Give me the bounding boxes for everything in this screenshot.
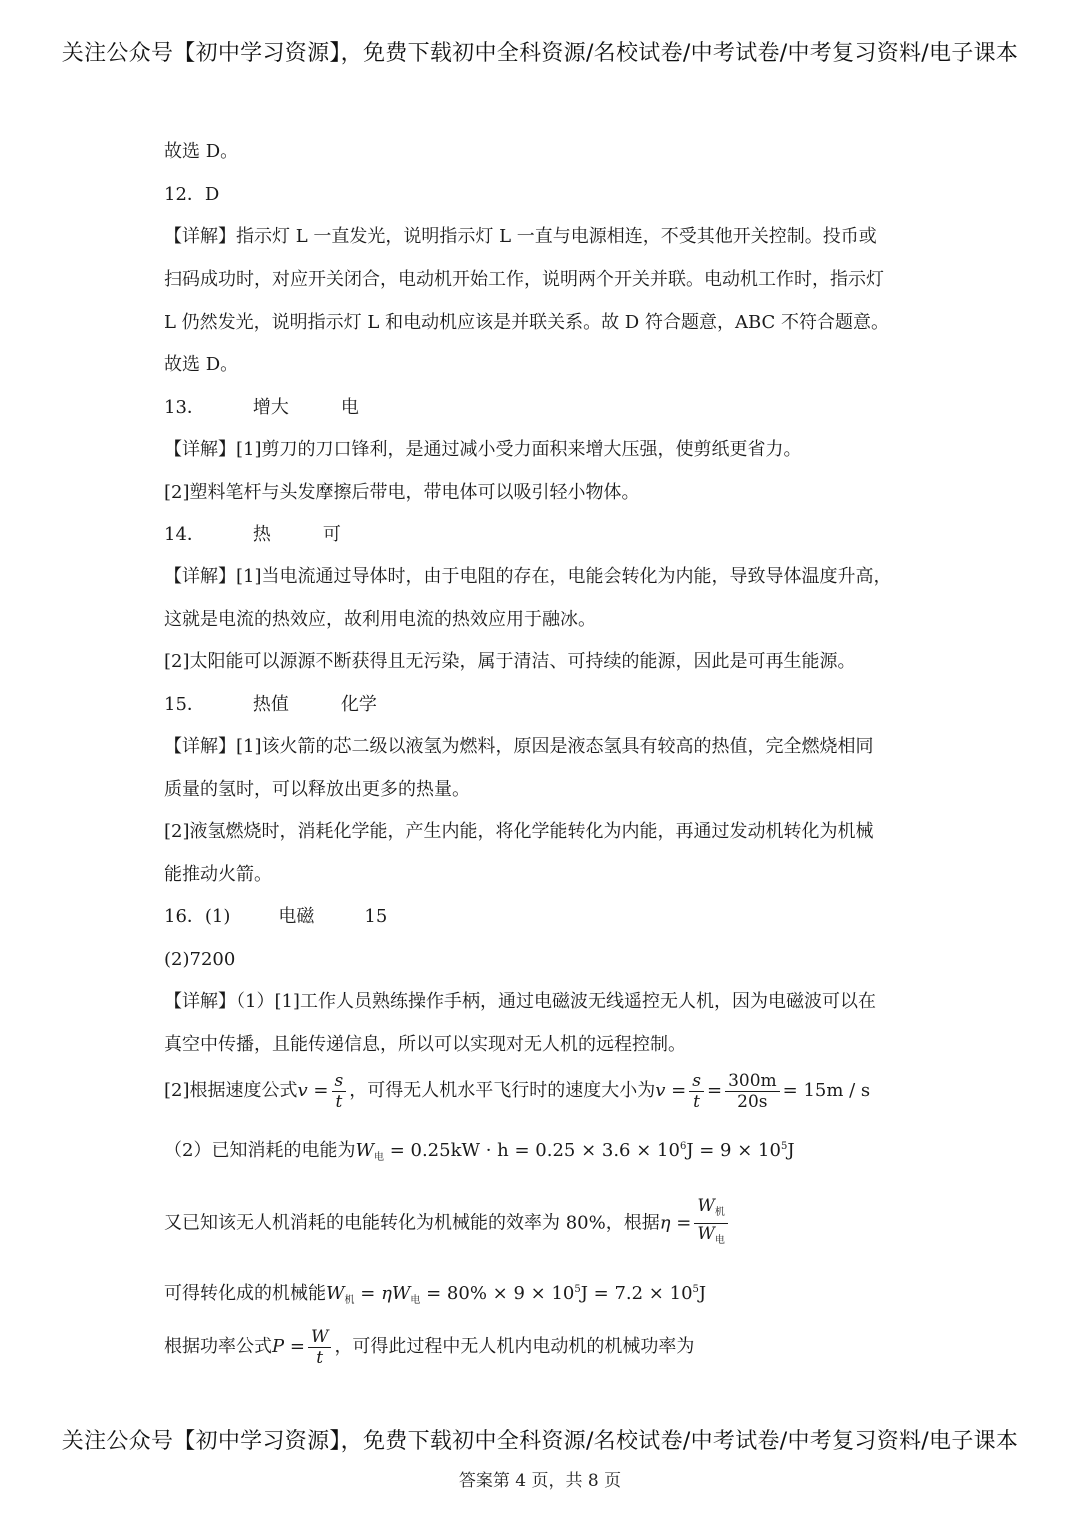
var-s: s (334, 1070, 344, 1091)
equals-sign: = (676, 1212, 692, 1234)
exponent-5: 5 (574, 1284, 581, 1295)
var-s: s (692, 1070, 701, 1091)
question-14-detail: 这就是电流的热效应，故利用电流的热效应用于融冰。 (164, 609, 596, 630)
fraction-wji-over-wdian (694, 1196, 727, 1251)
var-P: P (272, 1336, 285, 1357)
var-eta: η (381, 1283, 392, 1304)
question-16-blank-1: 电磁 (278, 906, 315, 927)
question-13-detail: 【详解】[1]剪刀的刀口锋利，是通过减小受力面积来增大压强，使剪纸更省力。 (164, 439, 802, 460)
question-14-detail: 【详解】[1]当电流通过导体时，由于电阻的存在，电能会转化为内能，导致导体温度升高， (164, 566, 892, 587)
mechanical-energy-line (164, 1279, 706, 1312)
exponent-5: 5 (692, 1284, 699, 1295)
fraction-s-over-t (332, 1071, 347, 1112)
question-14-answer (164, 524, 341, 546)
energy-formula-line (164, 1136, 795, 1169)
var-v: v (655, 1080, 666, 1101)
velocity-text-middle: ，可得无人机水平飞行时的速度大小为 (349, 1080, 656, 1101)
question-14-blank-1: 热 (252, 524, 271, 545)
velocity-text-prefix: [2]根据速度公式 (164, 1080, 298, 1101)
question-15-detail: [2]液氢燃烧时，消耗化学能，产生内能，将化学能转化为内能，再通过发动机转化为机械 (164, 821, 874, 842)
answer-line: 故选 D。 (164, 141, 239, 162)
var-t: t (316, 1347, 324, 1368)
subscript-mechanical: 机 (714, 1207, 725, 1218)
equals-sign: = (706, 1080, 723, 1101)
subscript-electric: 电 (714, 1235, 725, 1246)
question-16-answer (164, 906, 387, 928)
question-15-number: 15． (164, 694, 205, 715)
var-W: W (391, 1283, 411, 1304)
question-16-detail: 【详解】（1）[1]工作人员熟练操作手柄，通过电磁波无线遥控无人机，因为电磁波可以在 (164, 991, 876, 1012)
fraction-distance-over-time (725, 1071, 780, 1112)
question-14-number: 14． (164, 524, 205, 545)
var-eta: η (659, 1212, 671, 1234)
question-12-answer: 12．D (164, 184, 220, 205)
question-14-detail: [2]太阳能可以源源不断获得且无污染，属于清洁、可持续的能源，因此是可再生能源。 (164, 651, 856, 672)
mechanical-expression-end: J = 7.2 × 10 (580, 1283, 693, 1304)
energy-expression: = 0.25kW · h = 0.25 × 3.6 × 10 (389, 1140, 680, 1161)
question-15-answer (164, 694, 377, 716)
distance-value: 300m (725, 1071, 780, 1092)
power-text-suffix: ，可得此过程中无人机内电动机的机械功率为 (334, 1336, 695, 1357)
question-16-blank-2: 15 (364, 906, 388, 927)
velocity-formula-line (164, 1070, 870, 1112)
question-12-detail: 扫码成功时，对应开关闭合，电动机开始工作，说明两个开关并联。电动机工作时，指示灯 (164, 269, 884, 290)
subscript-mechanical: 机 (344, 1295, 355, 1306)
var-v: v (297, 1080, 308, 1101)
energy-text-prefix: （2）已知消耗的电能为 (164, 1140, 356, 1161)
efficiency-formula-line (164, 1196, 731, 1251)
question-12-detail: 【详解】指示灯 L 一直发光，说明指示灯 L 一直与电源相连，不受其他开关控制。投币或 (164, 226, 877, 247)
equals-sign: = (360, 1283, 376, 1304)
var-W: W (355, 1140, 374, 1161)
question-13-blank-2: 电 (340, 397, 359, 418)
question-15-detail: 能推动火箭。 (164, 864, 272, 885)
var-W: W (326, 1283, 345, 1304)
var-t: t (693, 1091, 701, 1112)
question-12-conclusion: 故选 D。 (164, 354, 239, 375)
page-number: 答案第 4 页，共 8 页 (458, 1471, 622, 1491)
question-15-detail: 【详解】[1]该火箭的芯二级以液氢为燃料，原因是液态氢具有较高的热值，完全燃烧相同 (164, 736, 874, 757)
var-W: W (697, 1224, 715, 1244)
exponent-6: 6 (679, 1141, 687, 1152)
question-13-number: 13． (164, 397, 205, 418)
var-t: t (335, 1091, 343, 1112)
var-W: W (697, 1196, 715, 1216)
unit-joule: J (787, 1140, 795, 1161)
equals-sign: = (289, 1336, 305, 1357)
subscript-electric: 电 (410, 1295, 421, 1306)
time-value: 20s (737, 1091, 768, 1112)
question-13-detail: [2]塑料笔杆与头发摩擦后带电，带电体可以吸引轻小物体。 (164, 482, 640, 503)
bottom-banner: 关注公众号【初中学习资源】，免费下载初中全科资源/名校试卷/中考试卷/中考复习资料/电子课本 (61, 1429, 1019, 1454)
efficiency-text-prefix: 又已知该无人机消耗的电能转化为机械能的效率为 80%，根据 (164, 1212, 660, 1234)
energy-expression-mid: J = 9 × 10 (686, 1140, 781, 1161)
question-12-detail: L 仍然发光，说明指示灯 L 和电动机应该是并联关系。故 D 符合题意，ABC 不符合题意。 (164, 312, 889, 333)
var-W: W (310, 1326, 329, 1347)
speed-result: = 15m / s (782, 1080, 871, 1101)
exponent-5: 5 (780, 1141, 788, 1152)
fraction-s-over-t (689, 1071, 704, 1112)
question-13-answer (164, 397, 359, 419)
equals-sign: = (313, 1080, 329, 1101)
top-banner: 关注公众号【初中学习资源】，免费下载初中全科资源/名校试卷/中考试卷/中考复习资料/电子课本 (61, 41, 1019, 66)
power-text-prefix: 根据功率公式 (164, 1336, 272, 1357)
question-15-detail: 质量的氢时，可以释放出更多的热量。 (164, 779, 470, 800)
question-16-number: 16．(1) (164, 906, 231, 927)
mechanical-text-prefix: 可得转化成的机械能 (164, 1283, 326, 1304)
subscript-electric: 电 (373, 1152, 384, 1163)
power-formula-line (164, 1325, 694, 1369)
question-13-blank-1: 增大 (252, 397, 289, 418)
question-15-blank-2: 化学 (340, 694, 377, 715)
question-15-blank-1: 热值 (252, 694, 289, 715)
question-16-part-2-answer: (2)7200 (164, 949, 236, 970)
question-14-blank-2: 可 (322, 524, 341, 545)
unit-joule: J (698, 1283, 707, 1304)
question-16-detail: 真空中传播，且能传递信息，所以可以实现对无人机的远程控制。 (164, 1034, 686, 1055)
mechanical-expression: = 80% × 9 × 10 (426, 1283, 575, 1304)
fraction-w-over-t (308, 1327, 331, 1368)
equals-sign: = (671, 1080, 687, 1101)
